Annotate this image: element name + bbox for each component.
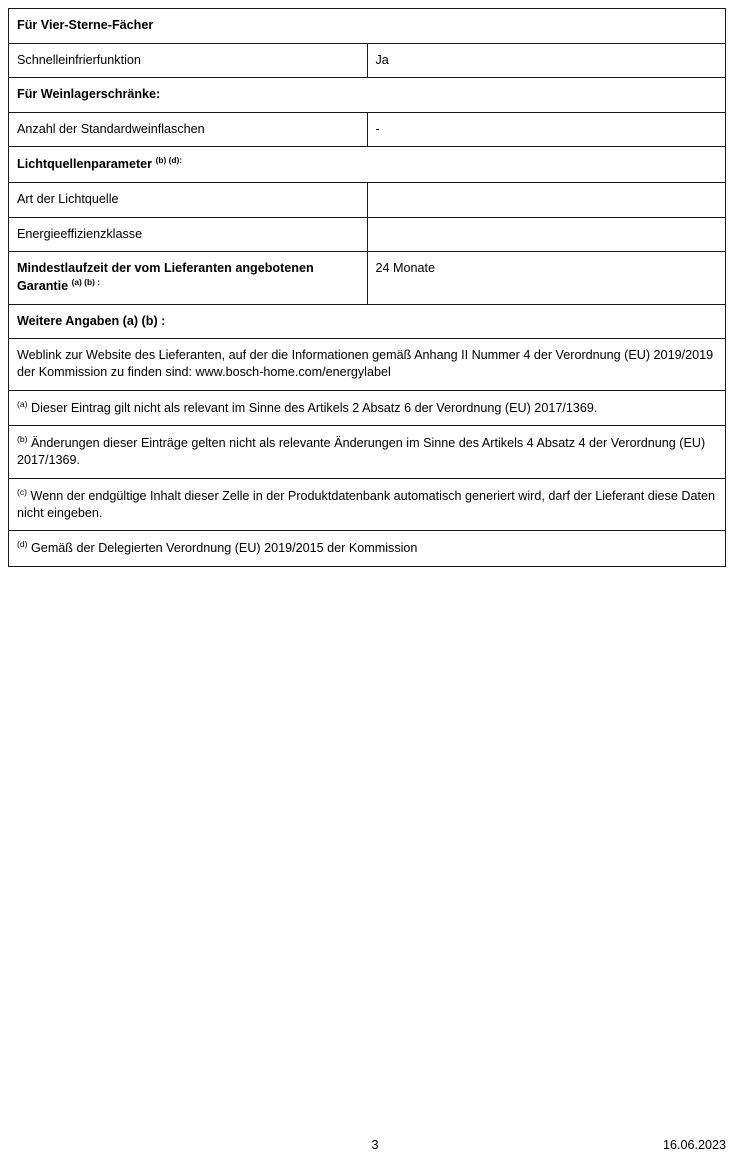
product-datasheet	[8, 8, 726, 567]
table-row	[9, 217, 726, 252]
section-header-four-star-compartments: Für Vier-Sterne-Fächer	[9, 9, 726, 44]
section-header-light-source-superscript: (b) (d):	[155, 155, 183, 166]
footnote-b-text: Änderungen dieser Einträge gelten nicht als relevante Änderungen im Sinne des Artikels 4 Absatz 4 der Verordnung (EU) 2017/1369.	[17, 436, 706, 468]
footnote-b-marker: (b)	[17, 434, 28, 445]
row-value-minimum-warranty: 24 Monate	[367, 252, 726, 304]
table-row	[9, 252, 726, 304]
table-row	[9, 304, 726, 339]
table-row	[9, 183, 726, 218]
page-number: 3	[371, 1138, 379, 1152]
table-row	[9, 426, 726, 478]
row-label-standard-wine-bottles: Anzahl der Standardweinflaschen	[9, 112, 368, 147]
table-row	[9, 112, 726, 147]
row-value-energy-efficiency-class	[367, 217, 726, 252]
table-row	[9, 390, 726, 426]
row-value-standard-wine-bottles: -	[367, 112, 726, 147]
supplier-weblink-text: Weblink zur Website des Lieferanten, auf der die Informationen gemäß Anhang II Nummer 4 der Verordnung (EU) 2019/2019 der Kommission zu finden sind: www.bosch-home.com/energylabel	[9, 339, 726, 390]
footnote-d-text: Gemäß der Delegierten Verordnung (EU) 2019/2015 der Kommission	[31, 541, 418, 556]
table-row	[9, 9, 726, 44]
footnote-b	[9, 426, 726, 478]
document-date: 16.06.2023	[662, 1138, 726, 1152]
footnote-d	[9, 531, 726, 567]
row-value-fast-freeze: Ja	[367, 43, 726, 78]
page-footer	[0, 1138, 750, 1160]
section-header-wine-cabinets: Für Weinlagerschränke:	[9, 78, 726, 113]
table-row	[9, 43, 726, 78]
table-row	[9, 339, 726, 390]
table-row	[9, 78, 726, 113]
row-value-light-source-type	[367, 183, 726, 218]
section-header-light-source-parameters	[9, 147, 726, 183]
footnote-a-text: Dieser Eintrag gilt nicht als relevant im Sinne des Artikels 2 Absatz 6 der Verordnung (EU) 2017/1369.	[31, 400, 598, 415]
row-label-energy-efficiency-class: Energieeffizienzklasse	[9, 217, 368, 252]
table-row	[9, 531, 726, 567]
section-header-further-information: Weitere Angaben (a) (b) :	[9, 304, 726, 339]
footnote-c-text: Wenn der endgültige Inhalt dieser Zelle in der Produktdatenbank automatisch generiert wird, darf der Lieferant diese Daten nicht eingeben.	[17, 489, 715, 520]
row-label-minimum-warranty	[9, 252, 368, 304]
row-label-light-source-type: Art der Lichtquelle	[9, 183, 368, 218]
product-information-table	[8, 8, 726, 567]
section-header-light-source-label: Lichtquellenparameter	[17, 157, 153, 172]
footnote-d-marker: (d)	[17, 539, 28, 550]
footnote-c	[9, 478, 726, 530]
footnote-a	[9, 390, 726, 426]
table-row	[9, 147, 726, 183]
row-label-minimum-warranty-text: Mindestlaufzeit der vom Lieferanten angebotenen Garantie	[17, 261, 314, 294]
footnote-c-marker: (c)	[17, 486, 28, 497]
footnote-a-marker: (a)	[17, 398, 28, 409]
row-label-fast-freeze: Schnelleinfrierfunktion	[9, 43, 368, 78]
row-label-minimum-warranty-superscript: (a) (b) :	[71, 277, 100, 288]
table-row	[9, 478, 726, 530]
